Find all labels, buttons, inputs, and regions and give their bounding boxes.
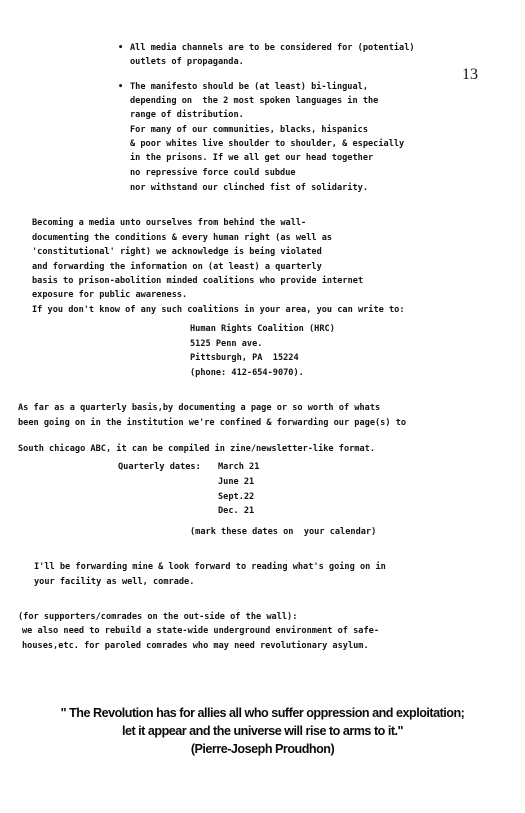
bullet-line: no repressive force could subdue — [130, 168, 296, 178]
paragraph-line: 'constitutional' right) we acknowledge is being violated — [32, 247, 322, 257]
quote-attribution: (Pierre-Joseph Proudhon) — [190, 742, 335, 756]
paragraph-line: If you don't know of any such coalitions in your area, you can write to: — [32, 305, 405, 315]
quote-line: " The Revolution has for allies all who suffer oppression and exploitation; — [60, 706, 465, 720]
quarterly-dates-label: Quarterly dates: — [118, 462, 201, 472]
paragraph-line: basis to prison-abolition minded coalitions who provide internet — [32, 276, 364, 286]
bullet-line: The manifesto should be (at least) bi-lingual, — [130, 82, 368, 92]
quarterly-date: Dec. 21 — [218, 506, 255, 516]
paragraph-line: (for supporters/comrades on the out-side of the wall): — [18, 612, 298, 622]
paragraph-line: As far as a quarterly basis,by documenting a page or so worth of whats — [18, 403, 381, 413]
quarterly-date: March 21 — [218, 462, 260, 472]
bullet-line: All media channels are to be considered for (potential) — [130, 43, 415, 53]
calendar-note: (mark these dates on your calendar) — [190, 527, 377, 537]
bullet-marker: • — [118, 82, 124, 92]
quarterly-date: Sept.22 — [218, 492, 255, 502]
bullet-line: depending on the 2 most spoken languages in the — [130, 96, 379, 106]
bullet-line: & poor whites live shoulder to shoulder, & especially — [130, 139, 405, 149]
paragraph-line: houses,etc. for paroled comrades who may need revolutionary asylum. — [22, 641, 369, 651]
paragraph-line: and forwarding the information on (at least) a quarterly — [32, 262, 322, 272]
paragraph-line: been going on in the institution we're confined & forwarding our page(s) to — [18, 418, 407, 428]
bullet-marker: • — [118, 43, 124, 53]
quarterly-date: June 21 — [218, 477, 255, 487]
paragraph-line: exposure for public awareness. — [32, 290, 188, 300]
paragraph-line: documenting the conditions & every human right (as well as — [32, 233, 333, 243]
paragraph-line: South chicago ABC, it can be compiled in zine/newsletter-like format. — [18, 444, 375, 454]
address-line: Pittsburgh, PA 15224 — [190, 353, 299, 363]
paragraph-line: we also need to rebuild a state-wide underground environment of safe- — [22, 626, 379, 636]
address-line: (phone: 412-654-9070). — [190, 368, 304, 378]
bullet-line: nor withstand our clinched fist of solidarity. — [130, 183, 368, 193]
address-line: Human Rights Coalition (HRC) — [190, 324, 335, 334]
paragraph-line: I'll be forwarding mine & look forward to reading what's going on in — [34, 562, 386, 572]
bullet-line: For many of our communities, blacks, hispanics — [130, 125, 368, 135]
paragraph-line: your facility as well, comrade. — [34, 577, 195, 587]
bullet-line: outlets of propaganda. — [130, 57, 244, 67]
quote-line: let it appear and the universe will rise to arms to it." — [121, 724, 403, 738]
page-number: 13 — [462, 66, 478, 83]
bullet-line: range of distribution. — [130, 110, 244, 120]
address-line: 5125 Penn ave. — [190, 339, 263, 349]
paragraph-line: Becoming a media unto ourselves from behind the wall- — [32, 218, 307, 228]
bullet-line: in the prisons. If we all get our head together — [130, 153, 374, 163]
